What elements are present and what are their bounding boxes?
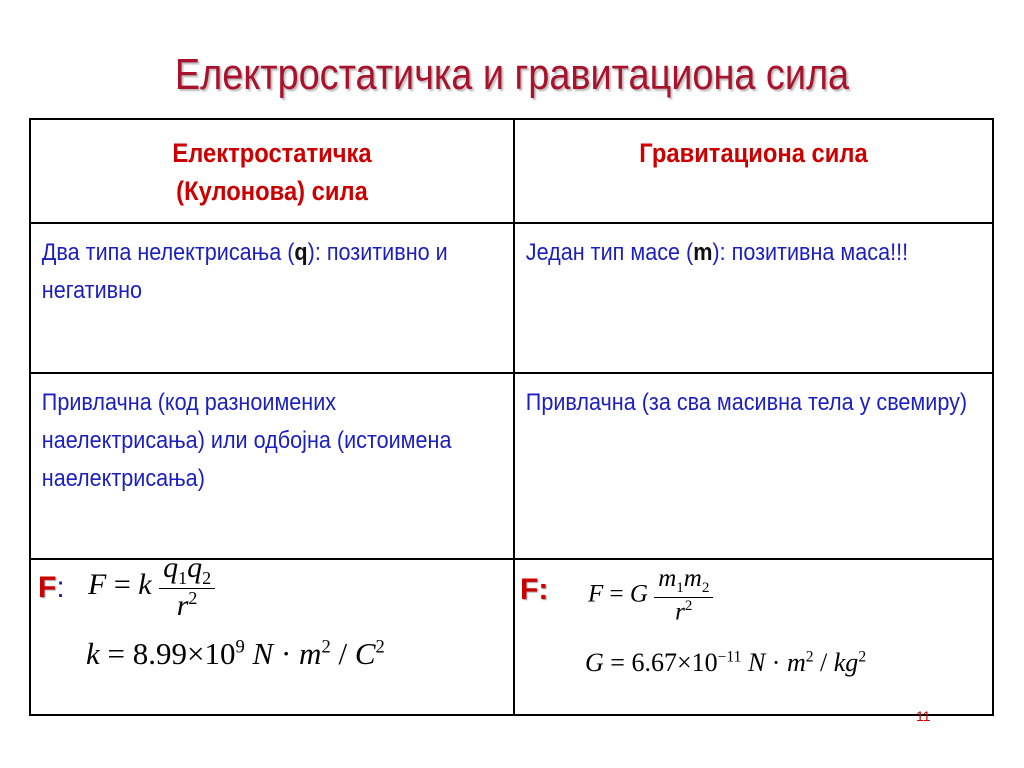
k-dot: · bbox=[280, 636, 292, 671]
k-unit-c: C bbox=[354, 636, 376, 671]
coulomb-denominator bbox=[159, 589, 215, 622]
g-slash: / bbox=[820, 648, 828, 677]
coulomb-const: k bbox=[138, 567, 152, 601]
g-kg-exp: 2 bbox=[858, 648, 867, 666]
coulomb-law-formula bbox=[88, 552, 215, 622]
cell-electrostatic-nature bbox=[30, 373, 514, 560]
k-slash: / bbox=[338, 636, 348, 671]
newton-const: G bbox=[629, 580, 648, 608]
coulomb-r: r bbox=[176, 588, 189, 622]
header-electrostatic-line1: Електростатичка bbox=[172, 138, 372, 168]
header-cell-electrostatic bbox=[30, 119, 514, 223]
table-row-force-nature bbox=[30, 373, 993, 560]
g-exp: −11 bbox=[717, 648, 742, 666]
newton-law-formula bbox=[588, 566, 713, 626]
mass-types-text bbox=[515, 224, 949, 272]
k-lhs: k bbox=[86, 636, 100, 671]
k-m-exp: 2 bbox=[321, 636, 331, 658]
cell-newton-formula bbox=[514, 559, 993, 715]
mass-types-prefix: Један тип масе ( bbox=[525, 239, 694, 267]
k-exp: 9 bbox=[235, 636, 245, 658]
newton-r: r bbox=[675, 598, 685, 626]
table-row-charge-types bbox=[30, 223, 993, 373]
mass-m2: m bbox=[683, 565, 702, 592]
electrostatic-nature-text: Привлачна (код разноимених наелектрисања) или одбојна (истоимена наелектрисања) bbox=[41, 388, 452, 492]
charge-types-text bbox=[31, 224, 474, 310]
charge-q2-sub: 2 bbox=[202, 568, 212, 588]
k-base: 10 bbox=[204, 636, 236, 671]
mass-m1: m bbox=[658, 565, 677, 592]
gravitational-constant-formula bbox=[585, 648, 866, 678]
g-mantissa: 6.67 bbox=[631, 648, 677, 677]
coulomb-eq: = bbox=[113, 567, 131, 601]
table-header-row bbox=[30, 119, 993, 223]
slide-title: Електростатичка и гравитациона сила bbox=[174, 50, 850, 99]
k-times: × bbox=[187, 636, 205, 671]
g-unit-n: N bbox=[747, 648, 766, 677]
cell-mass-types bbox=[514, 223, 993, 373]
newton-force-label: F: bbox=[520, 573, 549, 606]
newton-fraction bbox=[654, 566, 713, 626]
coulomb-colon: : bbox=[56, 571, 65, 604]
cell-gravitational-nature bbox=[514, 373, 993, 560]
charge-symbol: q bbox=[294, 239, 308, 267]
charge-q1-sub: 1 bbox=[178, 568, 188, 588]
g-base: 10 bbox=[691, 648, 718, 677]
coulomb-f-letter: F bbox=[38, 571, 57, 604]
coulomb-force-label bbox=[38, 571, 65, 605]
header-gravitational: Гравитациона сила bbox=[639, 138, 868, 168]
g-lhs: G bbox=[585, 648, 604, 677]
g-unit-kg: kg bbox=[833, 648, 859, 677]
k-c-exp: 2 bbox=[375, 636, 385, 658]
page-number: 11 bbox=[916, 708, 931, 724]
g-dot: · bbox=[771, 648, 781, 677]
g-unit-m: m bbox=[786, 648, 806, 677]
g-eq: = bbox=[610, 648, 625, 677]
charge-types-suffix: ): позитивно и негативно bbox=[41, 239, 448, 305]
charge-types-prefix: Два типа нелектрисања ( bbox=[41, 239, 295, 267]
g-times: × bbox=[676, 648, 692, 677]
k-mantissa: 8.99 bbox=[132, 636, 187, 671]
coulomb-r-exp: 2 bbox=[188, 587, 198, 608]
coulomb-numerator bbox=[159, 552, 215, 589]
newton-denominator bbox=[654, 598, 713, 626]
coulomb-fraction bbox=[159, 552, 215, 622]
mass-m2-sub: 2 bbox=[701, 580, 710, 596]
g-m-exp: 2 bbox=[805, 648, 814, 666]
k-eq: = bbox=[107, 636, 125, 671]
coulomb-lhs: F bbox=[88, 567, 107, 601]
header-electrostatic-line2: (Кулонова) сила bbox=[176, 176, 368, 206]
gravitational-nature-text: Привлачна (за сва масивна тела у свемиру) bbox=[525, 388, 968, 416]
cell-charge-types bbox=[30, 223, 514, 373]
newton-eq: = bbox=[609, 580, 624, 608]
coulomb-constant-formula bbox=[86, 636, 385, 672]
k-unit-m: m bbox=[299, 636, 322, 671]
comparison-table bbox=[29, 118, 994, 716]
newton-lhs: F bbox=[588, 580, 604, 608]
charge-q2: q bbox=[187, 551, 203, 584]
newton-r-exp: 2 bbox=[684, 597, 693, 614]
mass-types-suffix: ): позитивна маса!!! bbox=[712, 239, 909, 267]
newton-numerator bbox=[654, 566, 713, 598]
k-unit-n: N bbox=[252, 636, 274, 671]
mass-m1-sub: 1 bbox=[676, 580, 684, 596]
charge-q1: q bbox=[163, 551, 179, 584]
header-cell-gravitational bbox=[514, 119, 993, 223]
mass-symbol: m bbox=[693, 239, 713, 267]
